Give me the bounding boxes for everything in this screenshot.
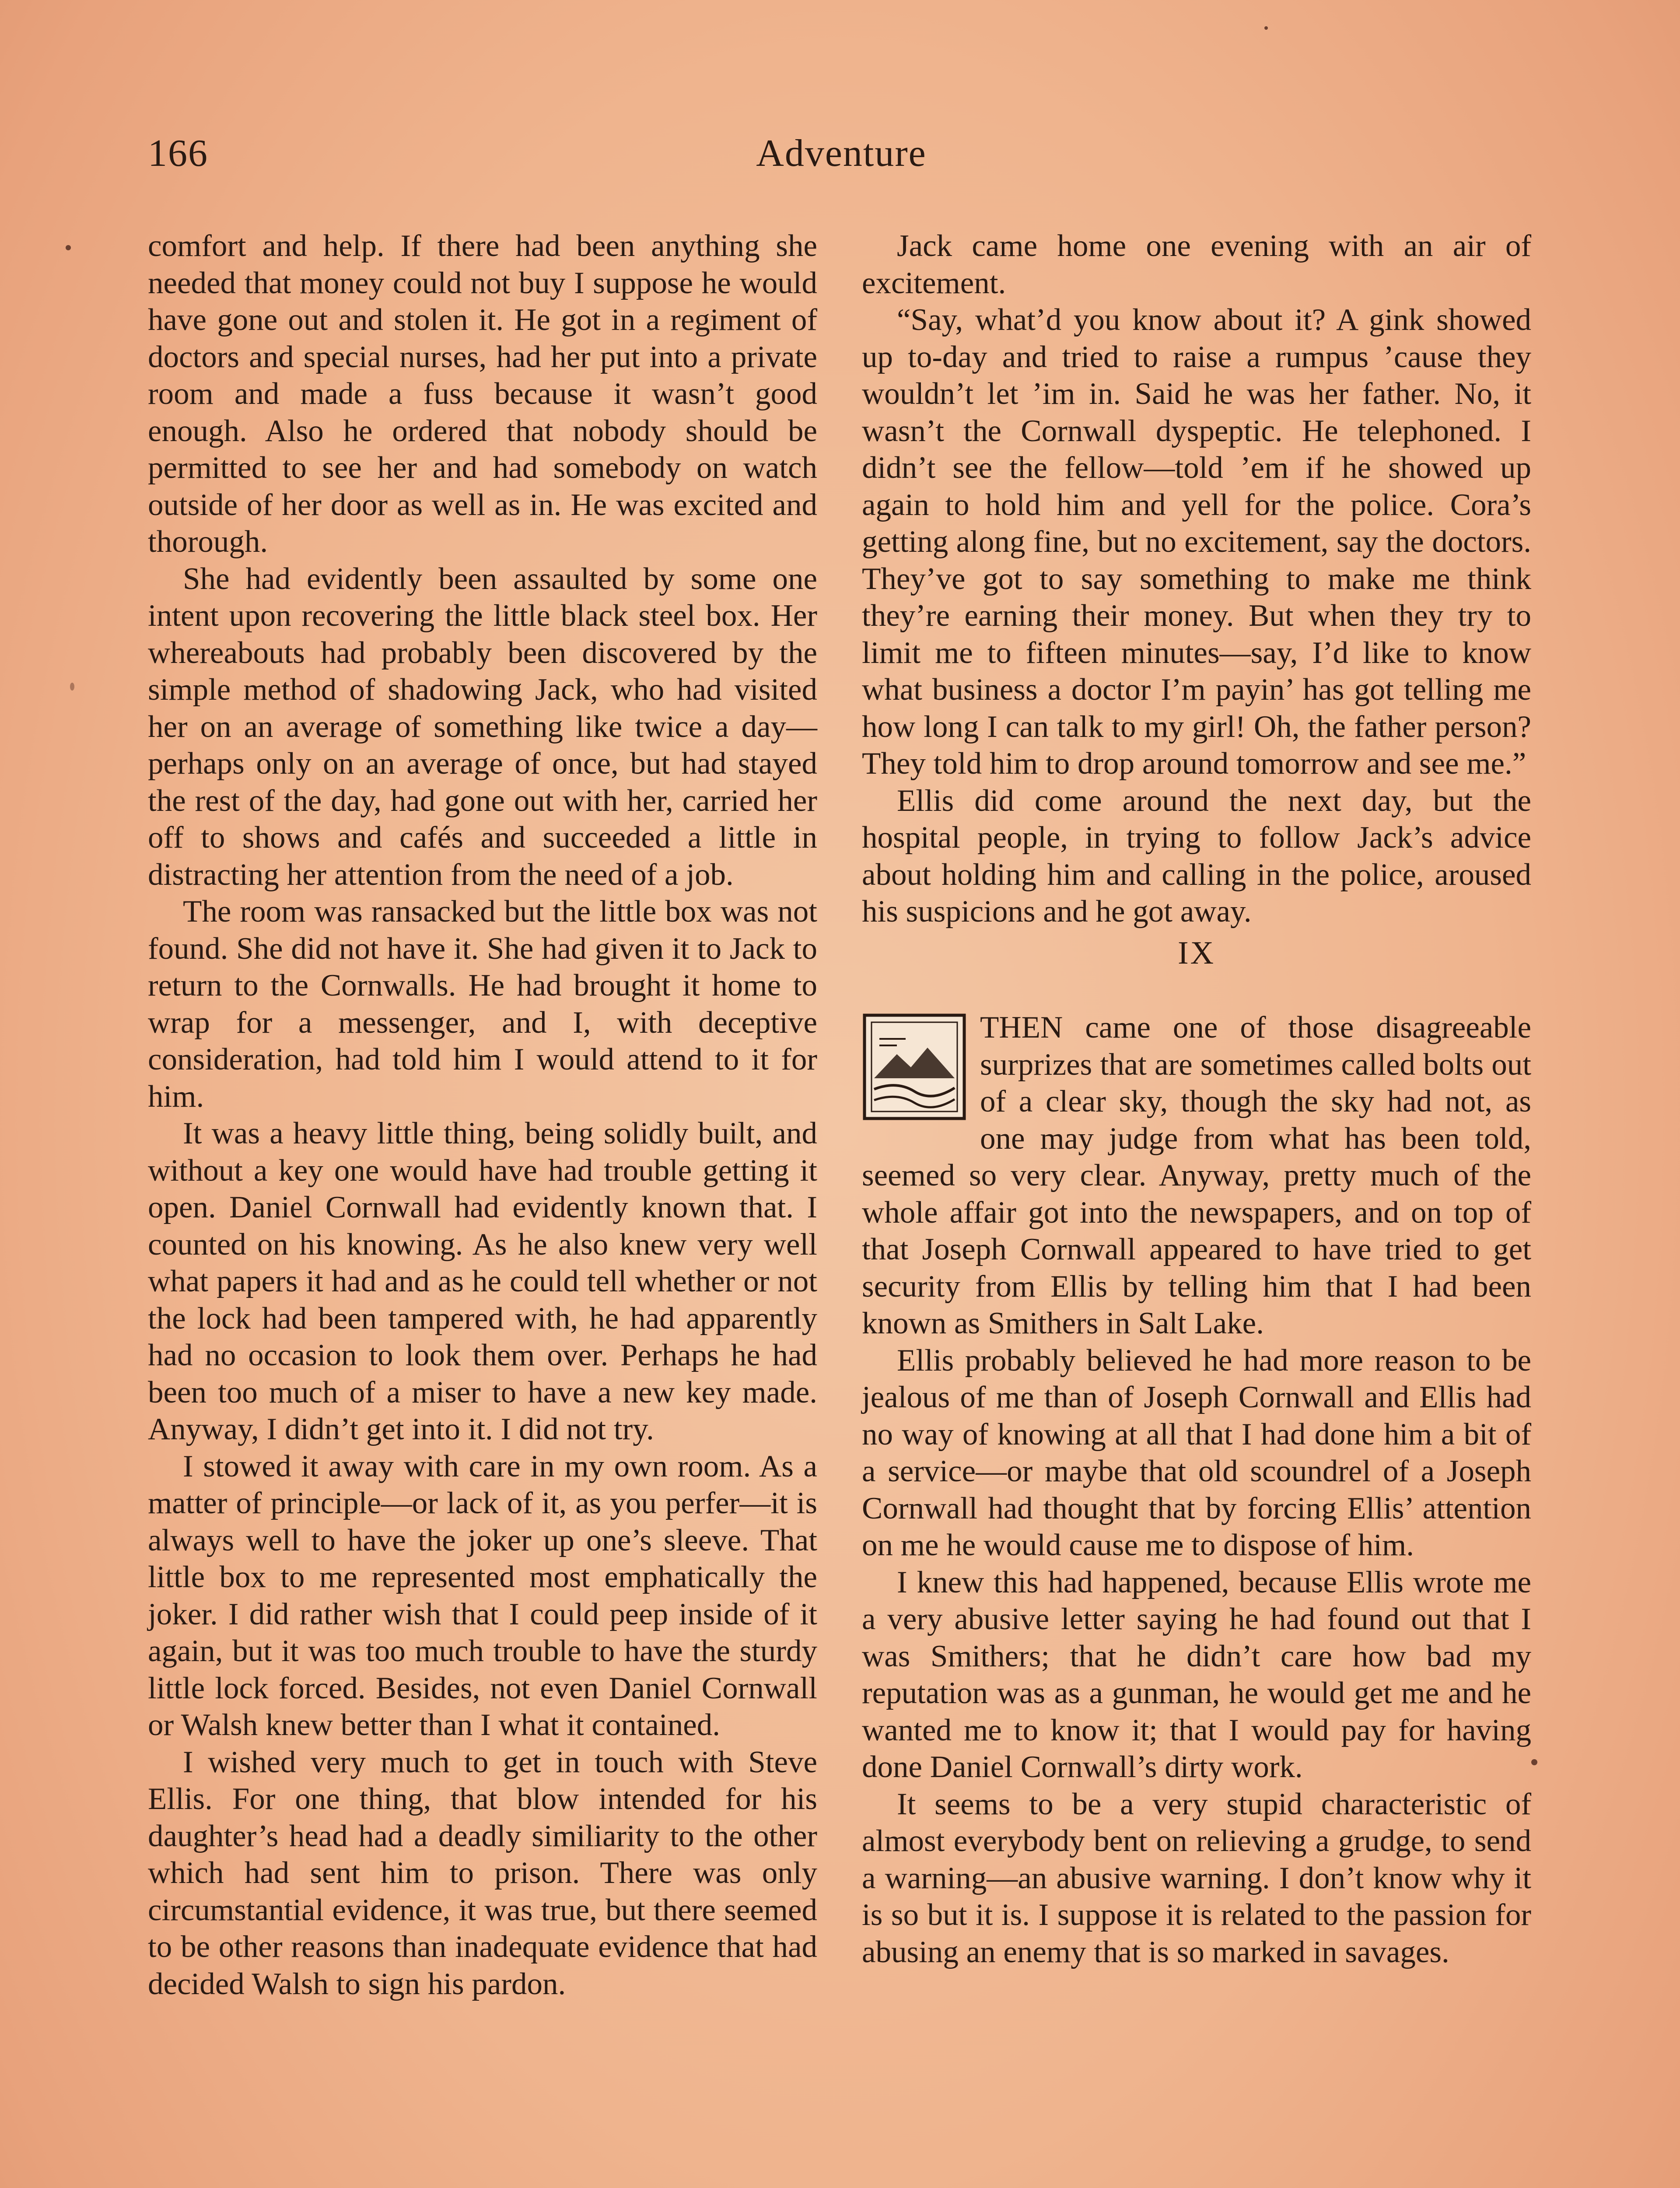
running-head: Adventure: [756, 132, 927, 175]
paragraph: It was a heavy little thing, being solidly built, and without a key one would have had trouble getting it open. Daniel Cornwall had evidently known that. I counted on his knowing. As he also knew very well what papers it had and as he could tell whether or not the lock had been tampered with, he had apparently had no occasion to look them over. Perhaps he had been too much of a miser to have a new key made. Anyway, I didn’t get into it. I did not try.: [148, 1116, 817, 1446]
paragraph: I wished very much to get in touch with Steve Ellis. For one thing, that blow intended for his daughter’s head had a deadly similiarity to the other which had sent him to prison. There was only circumstantial evidence, it was true, but there seemed to be other reasons than inadequate evidence that had decided Walsh to sign his pardon.: [148, 1745, 817, 2001]
decorative-initial-icon: [862, 1013, 967, 1121]
paragraph: She had evidently been assaulted by some one intent upon recovering the little black steel box. Her whereabouts had probably been discovered by the simple method of shadowing Jack, who had visited her on an average of something like twice a day—perhaps only on an average of once, but had stayed the rest of the day, had gone out with her, carried her off to shows and cafés and succeeded a little in distracting her attention from the need of a job.: [148, 561, 817, 892]
chapter-heading: IX: [1177, 935, 1216, 971]
paragraph: “Say, what’d you know about it? A gink showed up to-day and tried to raise a rumpus ’cause they wouldn’t let ’im in. Said he was her father. No, it wasn’t the Cornwall dyspeptic. He telephoned. I didn’t see the fellow—told ’em if he showed up again to hold him and yell for the police. Cora’s getting along fine, but no excitement, say the doctors. They’ve got to say something to make me think they’re earning their money. But when they try to limit me to fifteen minutes—say, I’d like to know what business a doctor I’m payin’ has got telling me how long I can talk to my girl! Oh, the father person? They told him to drop around tomorrow and see me.”: [862, 303, 1531, 781]
paragraph: Ellis probably believed he had more reason to be jealous of me than of Joseph Cornwall and Ellis had no way of knowing at all that I had done him a bit of a service—or maybe that old scoundrel of a Joseph Cornwall had thought that by forcing Ellis’ attention on me he would cause me to dispose of him.: [862, 1343, 1531, 1562]
right-column: [862, 228, 1531, 1971]
paper-speck: [1264, 26, 1268, 30]
paragraph: I stowed it away with care in my own room. As a matter of principle—or lack of it, as you perfer—it is always well to have the joker up one’s sleeve. That little box to me represented most emphatically the joker. I did rather wish that I could peep inside of it again, but it was too much trouble to have the sturdy little lock forced. Besides, not even Daniel Cornwall or Walsh knew better than I what it contained.: [148, 1449, 817, 1742]
dropcap-text: THEN came one of those disagreeable surprizes that are sometimes called bolts out of a clear sky, though the sky had not, as one may judge from what has been told, seemed so very clear. Anyway, pretty much of the whole affair got into the newspapers, and on top of that Joseph Cornwall appeared to have tried to get security from Ellis by telling him that I had been known as Smithers in Salt Lake.: [862, 1010, 1531, 1340]
paragraph: comfort and help. If there had been anything she needed that money could not buy I suppose he would have gone out and stolen it. He got in a regiment of doctors and special nurses, had her put into a private room and made a fuss because it wasn’t good enough. Also he ordered that nobody should be permitted to see her and had somebody on watch outside of her door as well as in. He was excited and thorough.: [148, 229, 817, 559]
paragraph: The room was ransacked but the little box was not found. She did not have it. She had given it to Jack to return to the Cornwalls. He had brought it home to wrap for a messenger, and I, with deceptive consideration, had told him I would attend to it for him.: [148, 894, 817, 1114]
page-header: [148, 131, 1535, 184]
paragraph: Jack came home one evening with an air of excitement.: [862, 229, 1531, 300]
paragraph: It seems to be a very stupid characteristic of almost everybody bent on relieving a grudge, to send a warning—an abusive warning. I don’t know why it is so but it is. I suppose it is related to the passion for abusing an enemy that is so marked in savages.: [862, 1787, 1531, 1969]
paragraph: Ellis did come around the next day, but the hospital people, in trying to follow Jack’s advice about holding him and calling in the police, aroused his suspicions and he got away.: [862, 783, 1531, 929]
left-column: [148, 228, 817, 2002]
paragraph: I knew this had happened, because Ellis wrote me a very abusive letter saying he had found out that I was Smithers; that he didn’t care how bad my reputation was as a gunman, he would get me and he wanted me to know it; that I would pay for having done Daniel Cornwall’s dirty work.: [862, 1565, 1531, 1784]
paper-speck: [70, 683, 74, 691]
paper-speck: [1531, 1759, 1537, 1765]
page-number: 166: [148, 132, 208, 175]
dropcap-paragraph: [862, 1009, 1531, 1342]
paper-speck: [66, 245, 71, 250]
